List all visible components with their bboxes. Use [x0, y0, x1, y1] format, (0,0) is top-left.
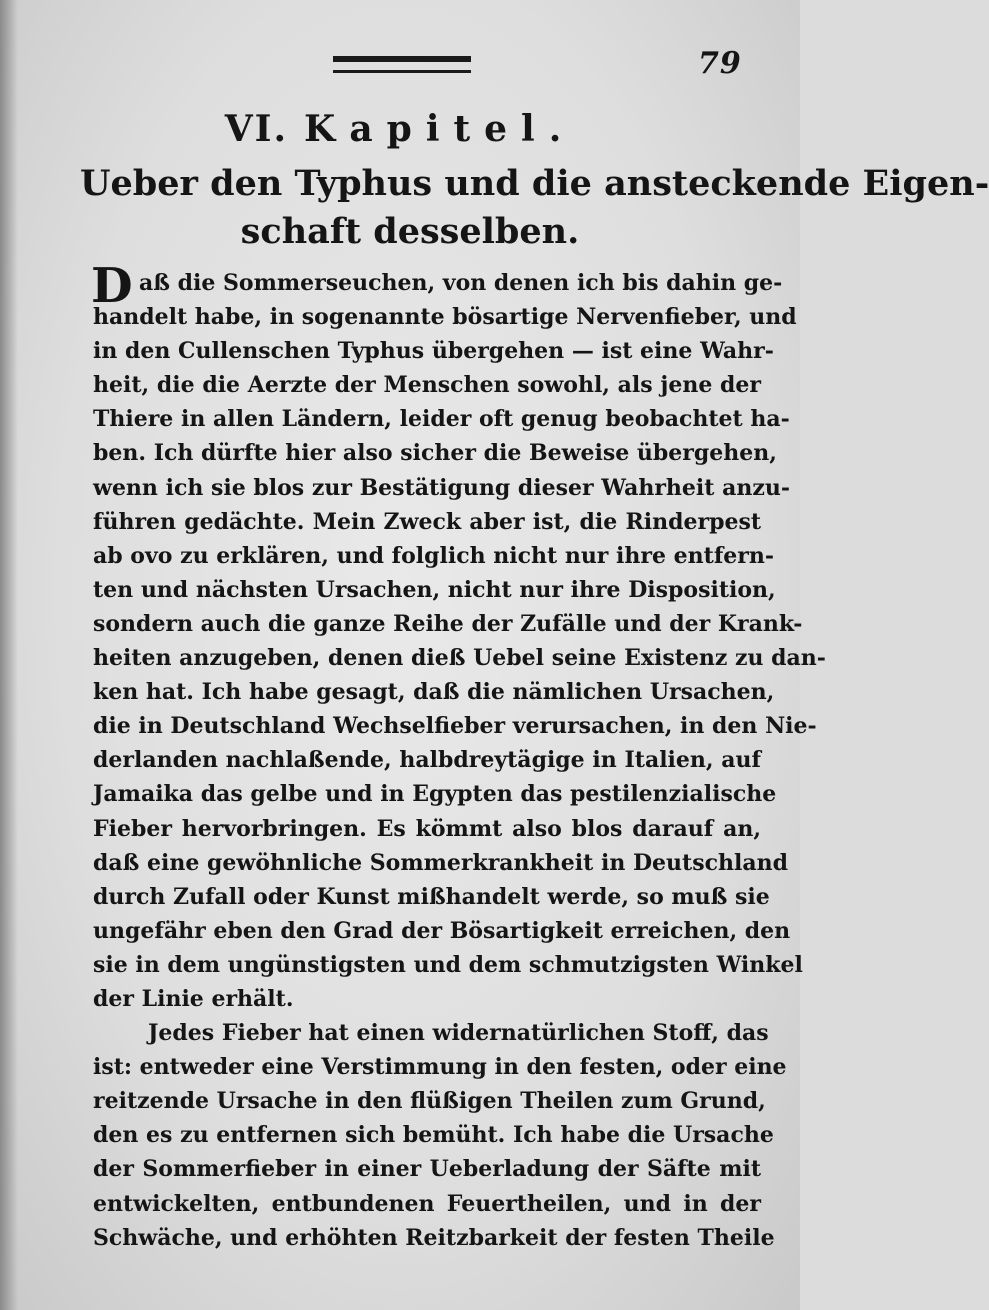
text-line: ken hat. Ich habe gesagt, daß die nämlichen Ursachen, — [93, 679, 775, 706]
text-line: derlanden nachlaßende, halbdreytägige in Italien, auf — [93, 747, 761, 774]
body-text — [91, 258, 826, 1255]
text-line: ten und nächsten Ursachen, nicht nur ihre Disposition, — [93, 576, 776, 603]
text-line: daß eine gewöhnliche Sommerkrankheit in Deutschland — [93, 849, 788, 876]
text-line: Jedes Fieber hat einen widernatürlichen Stoff, das — [148, 1020, 769, 1047]
paragraph — [91, 258, 826, 1016]
text-line: wenn ich sie blos zur Bestätigung dieser Wahrheit anzu- — [93, 474, 790, 501]
text-line: der Sommerfieber in einer Ueberladung der Säfte mit — [93, 1156, 761, 1183]
text-line: Schwäche, und erhöhten Reitzbarkeit der festen Theile — [93, 1224, 775, 1251]
text-line: sondern auch die ganze Reihe der Zufälle und der Krank- — [93, 610, 803, 637]
text-line: heiten anzugeben, denen dieß Uebel seine Existenz zu dan- — [93, 645, 826, 672]
text-line: entwickelten, entbundenen Feuertheilen, und in der — [93, 1190, 761, 1217]
text-line: den es zu entfernen sich bemüht. Ich habe die Ursache — [93, 1122, 774, 1149]
text-line: D aß die Sommerseuchen, von denen ich bis dahin ge- — [91, 258, 783, 314]
text-line: Thiere in allen Ländern, leider oft genug beobachtet ha- — [93, 406, 790, 433]
text-line: Fieber hervorbringen. Es kömmt also blos darauf an, — [93, 815, 761, 842]
header-rule — [333, 56, 471, 73]
chapter-word: Kapitel. — [304, 108, 576, 150]
chapter-title-line: schaft desselben. — [240, 211, 580, 252]
chapter-title — [80, 160, 989, 256]
page-number: 79 — [698, 46, 742, 81]
text-line: ist: entweder eine Verstimmung in den festen, oder eine — [93, 1054, 787, 1081]
text-line: reitzende Ursache in den flüßigen Theilen zum Grund, — [93, 1088, 766, 1115]
page-gutter-shadow — [0, 0, 18, 1310]
text-line: heit, die die Aerzte der Menschen sowohl, als jene der — [93, 372, 761, 399]
chapter-number: VI. — [224, 108, 289, 150]
text-line: führen gedächte. Mein Zweck aber ist, die Rinderpest — [93, 508, 761, 535]
text-line: der Linie erhält. — [93, 985, 294, 1012]
text-line: in den Cullenschen Typhus übergehen — ist eine Wahr- — [93, 338, 774, 365]
text-line: durch Zufall oder Kunst mißhandelt werde, so muß sie — [93, 883, 770, 910]
text-line: sie in dem ungünstigsten und dem schmutzigsten Winkel — [93, 951, 803, 978]
text-line: ab ovo zu erklären, und folglich nicht nur ihre entfern- — [93, 542, 774, 569]
chapter-heading — [0, 108, 800, 150]
text-line: die in Deutschland Wechselfieber verursachen, in den Nie- — [93, 713, 817, 740]
drop-cap: D — [91, 258, 133, 314]
chapter-title-line: Ueber den Typhus und die ansteckende Eigen- — [80, 163, 989, 204]
text-line: handelt habe, in sogenannte bösartige Nervenfieber, und — [93, 304, 797, 331]
text-line: Jamaika das gelbe und in Egypten das pestilenzialische — [93, 781, 777, 808]
text-line: ungefähr eben den Grad der Bösartigkeit erreichen, den — [93, 917, 791, 944]
paragraph — [93, 1016, 787, 1255]
text-line: ben. Ich dürfte hier also sicher die Beweise übergehen, — [93, 440, 777, 467]
